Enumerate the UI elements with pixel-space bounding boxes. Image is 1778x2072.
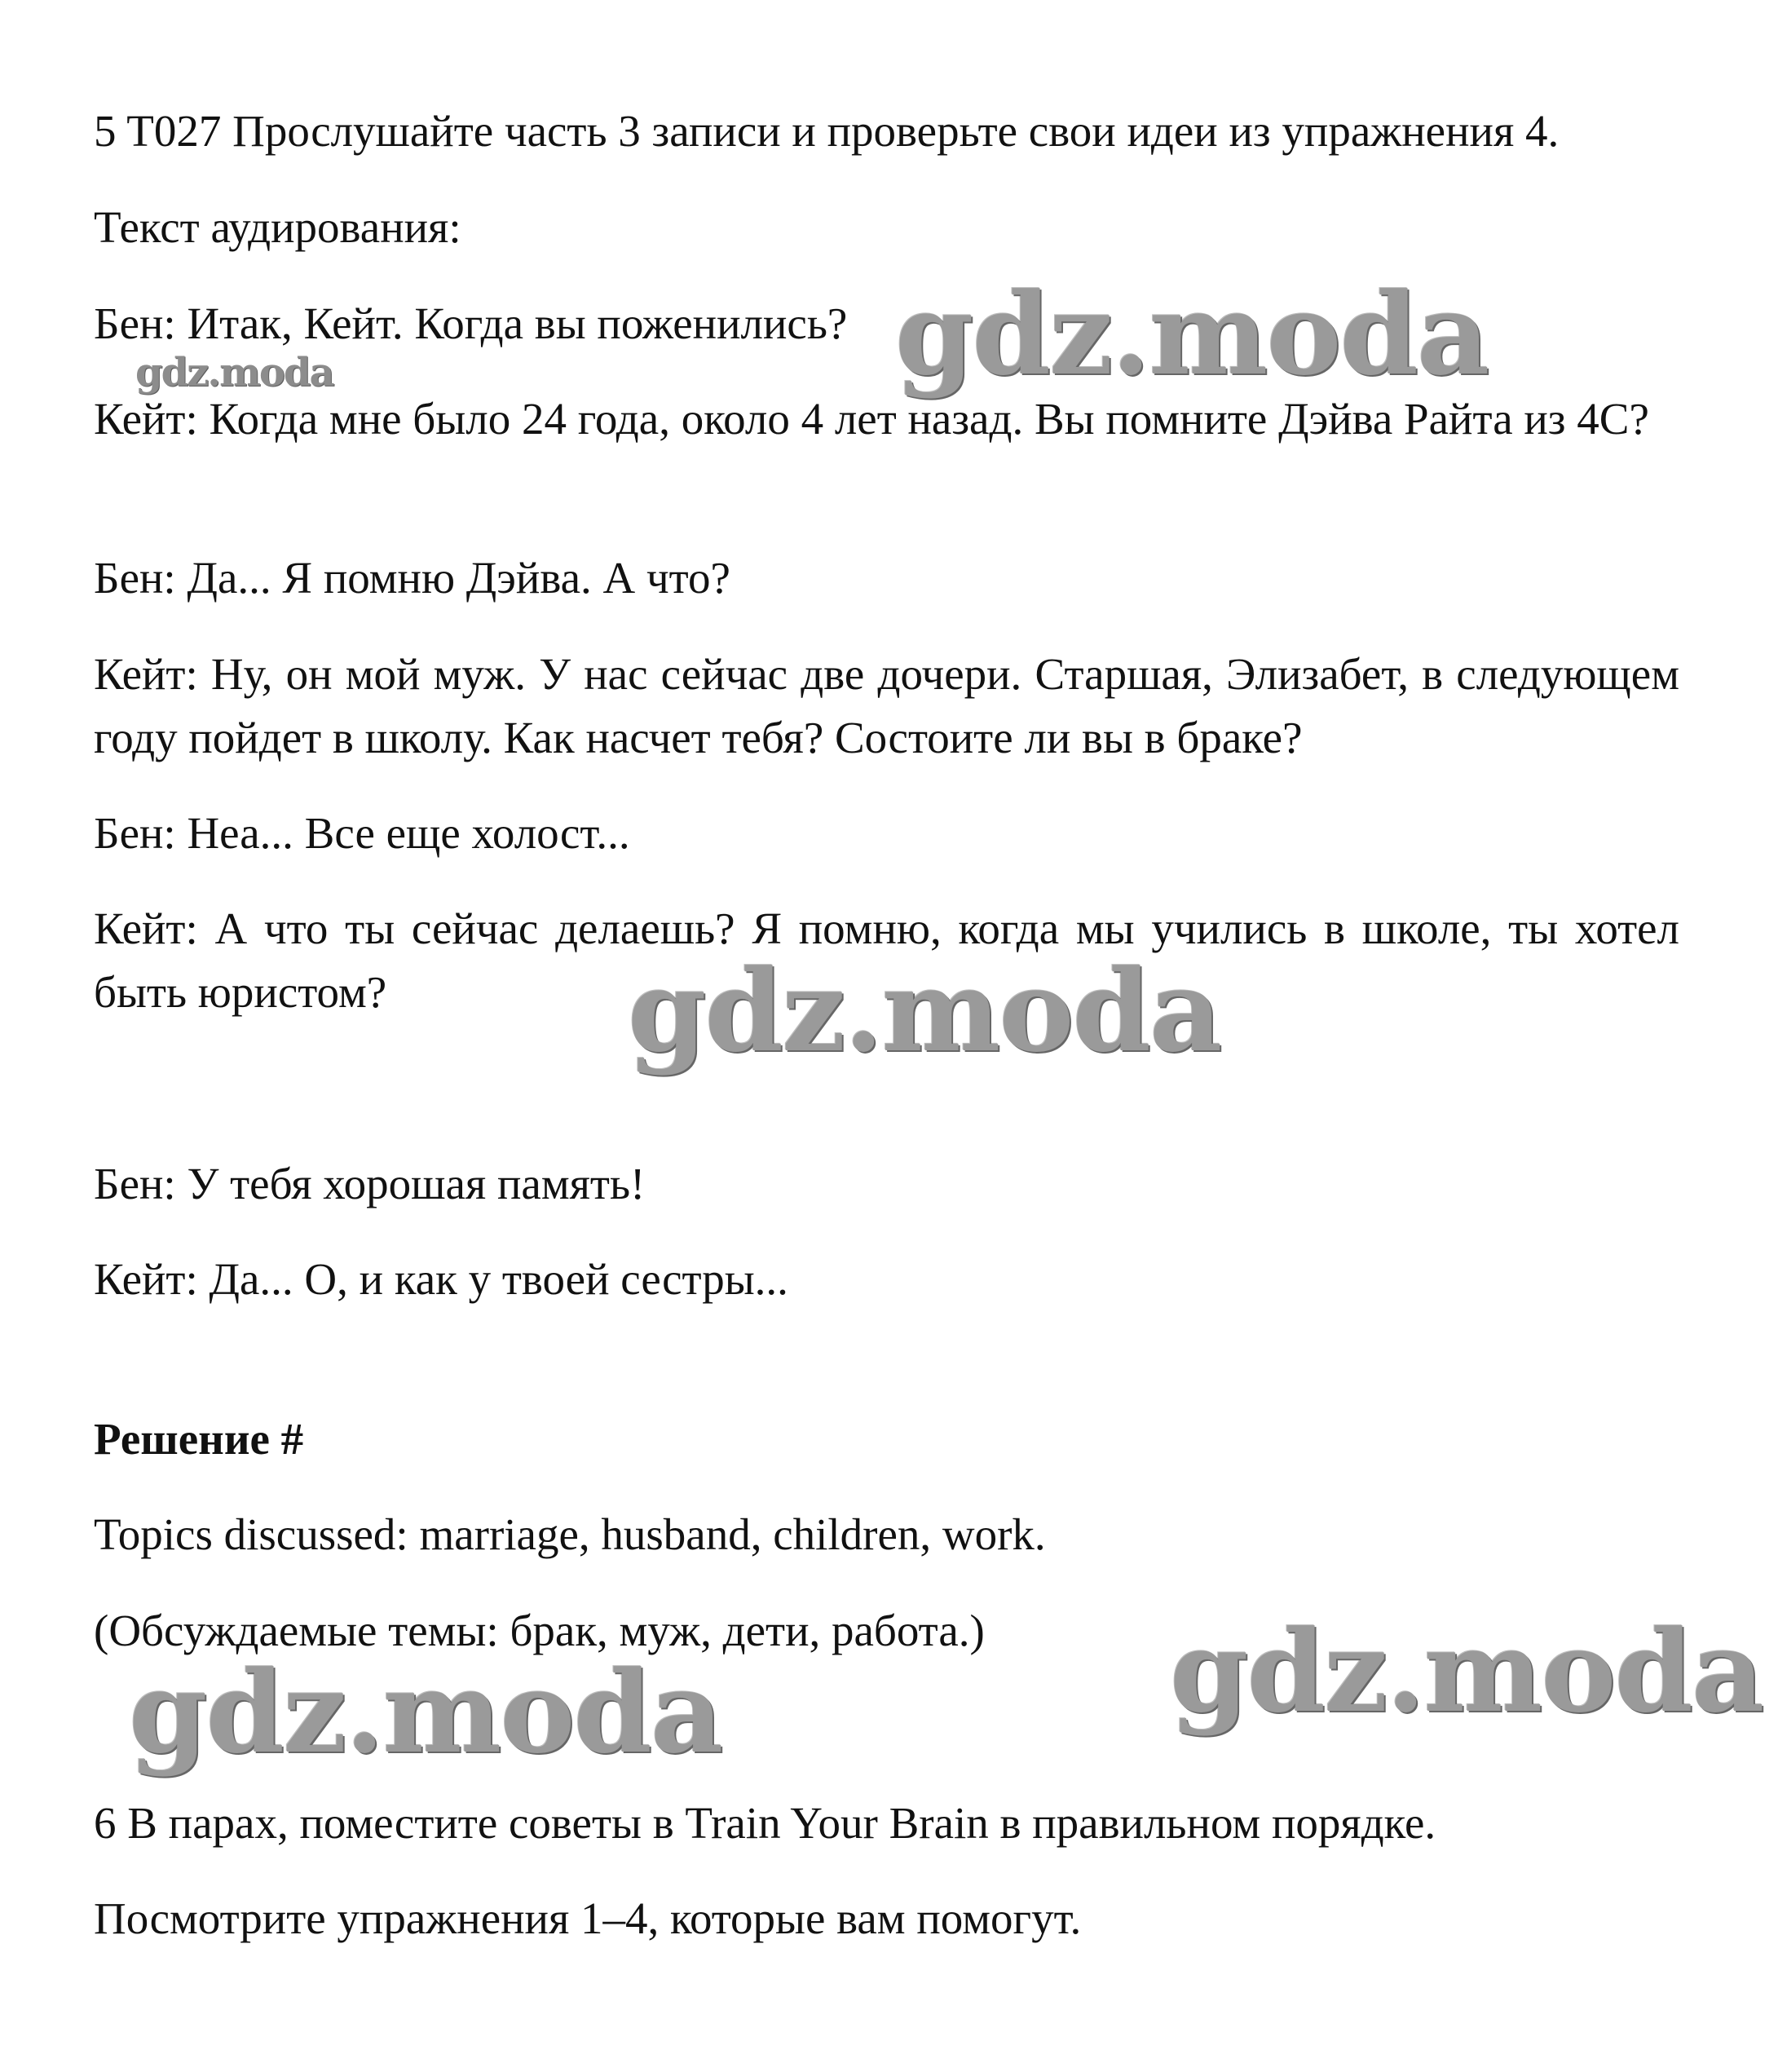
dialogue-line-3: Бен: Да... Я помню Дэйва. А что? <box>94 553 730 603</box>
watermark-logo: gdz.moda <box>135 350 333 395</box>
solution-answer: Topics discussed: marriage, husband, children, work. <box>94 1509 1046 1559</box>
dialogue-line-8: Кейт: Да... О, и как у твоей сестры... <box>94 1254 788 1304</box>
solution-heading: Решение # <box>94 1414 304 1464</box>
transcript-label: Текст аудирования: <box>94 202 461 252</box>
exercise-5-heading: 5 T027 Прослушайте часть 3 записи и проверьте свои идеи из упражнения 4. <box>94 106 1560 156</box>
exercise-6-instruction: Посмотрите упражнения 1–4, которые вам помогут. <box>94 1893 1082 1943</box>
dialogue-line-4: Кейт: Ну, он мой муж. У нас сейчас две дочери. Старшая, Элизабет, в следующем году пойдет в школу. Как насчет тебя? Состоите ли вы в браке? <box>94 649 1679 762</box>
exercise-6-heading: 6 В парах, поместите советы в Train Your Brain в правильном порядке. <box>94 1798 1436 1848</box>
dialogue-line-6: Кейт: А что ты сейчас делаешь? Я помню, когда мы учились в школе, ты хотел быть юристом? <box>94 903 1679 1017</box>
dialogue-line-2: Кейт: Когда мне было 24 года, около 4 лет назад. Вы помните Дэйва Райта из 4C? <box>94 394 1649 444</box>
dialogue-line-7: Бен: У тебя хорошая память! <box>94 1159 646 1208</box>
dialogue-line-5: Бен: Неа... Все еще холост... <box>94 808 630 858</box>
watermark-logo: gdz.moda <box>628 944 1221 1077</box>
solution-translation: (Обсуждаемые темы: брак, муж, дети, работа.) <box>94 1606 985 1655</box>
watermark-logo: gdz.moda <box>129 1646 722 1778</box>
watermark-logo: gdz.moda <box>1170 1605 1763 1738</box>
watermark-logo: gdz.moda <box>895 267 1489 400</box>
dialogue-line-1: Бен: Итак, Кейт. Когда вы поженились? <box>94 298 848 348</box>
